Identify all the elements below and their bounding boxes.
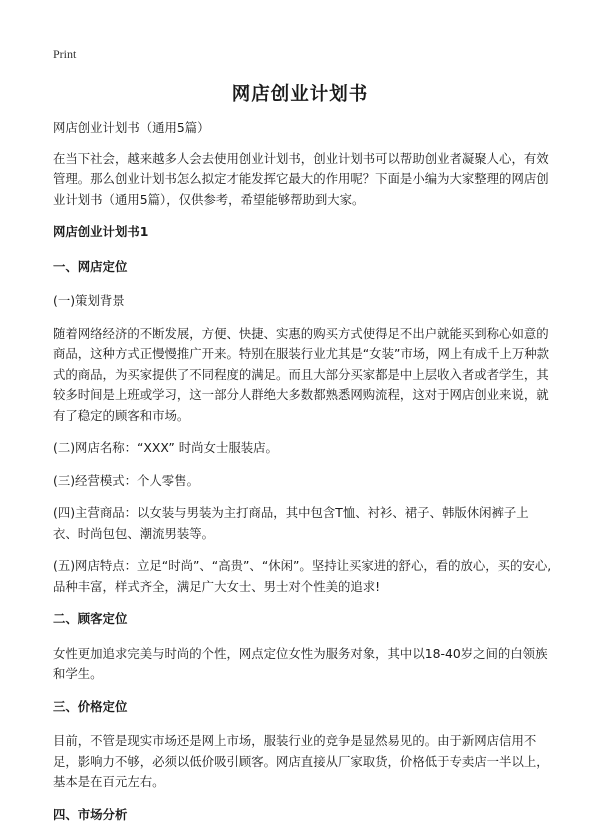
document-subtitle: 网店创业计划书（通用5篇） [53,120,210,135]
section-heading-2: 二、顾客定位 [53,611,128,626]
main-products-line: (四)主营商品：以女装与男装为主打商品，其中包含T恤、衬衫、裙子、韩版休闲裤子上衣、时尚包包、潮流男装等。 [53,505,529,541]
section-heading-3: 三、价格定位 [53,698,128,714]
intro-paragraph: 在当下社会，越来越多人会去使用创业计划书，创业计划书可以帮助创业者凝聚人心，有效管理。那么创业计划书怎么拟定才能发挥它最大的作用呢？下面是小编为大家整理的网店创业计划书（通用5篇），仅供参考，希望能够帮助到大家。 [53,150,549,207]
store-features-line: (五)网店特点：立足“时尚”、“高贵”、“休闲”。坚持让买家进的舒心，看的放心，买的安心,品种丰富，样式齐全，满足广大女士、男士对个性美的追求! [53,558,552,594]
background-paragraph: 随着网络经济的不断发展，方便、快捷、实惠的购买方式使得足不出户就能买到称心如意的商品，这种方式正慢慢推广开来。特别在服装行业尤其是“女装”市场，网上有成千上万种款式的商品，为买家提供了不同程度的满足。而且大部分买家都是中上层收入者或者学生，其较多时间是上班或学习，这一部分人群绝大多数都熟悉网购流程，这对于网店创业来说，就有了稳定的顾客和市场。 [53,325,550,423]
store-name-line: (二)网店名称：“XXX” 时尚女士服装店。 [53,440,278,455]
document-body [53,118,553,839]
business-model-line: (三)经营模式：个人零售。 [53,472,199,488]
subsection-background: (一)策划背景 [53,293,125,308]
page-title: 网店创业计划书 [231,84,369,105]
customer-paragraph: 女性更加追求完美与时尚的个性，网点定位女性为服务对象，其中以18-40岁之间的白领族和学生。 [53,645,548,681]
print-label: Print [53,47,77,61]
pricing-paragraph: 目前，不管是现实市场还是网上市场，服装行业的竞争是显然易见的。由于新网店信用不足，影响力不够，必须以低价吸引顾客。网店直接从厂家取货，价格低于专卖店一半以上，基本是在百元左右。 [53,733,549,789]
section-heading-4: 四、市场分析 [53,806,128,822]
section-heading-1: 一、网店定位 [53,258,128,274]
part-heading: 网店创业计划书1 [53,224,149,239]
